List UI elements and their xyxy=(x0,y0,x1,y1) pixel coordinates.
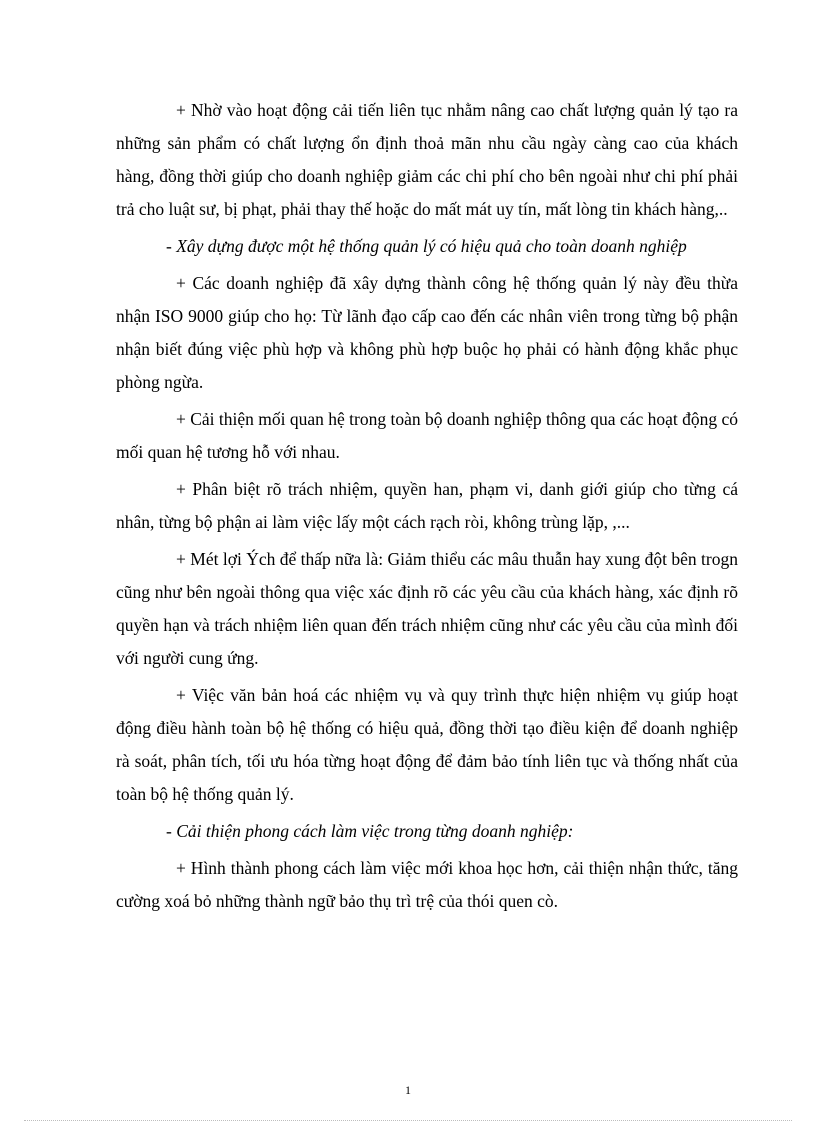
paragraph-reduce-conflicts: + Mét lợi Ých để thấp nữa là: Giảm thiểu các mâu thuẫn hay xung đột bên trogn cũng như bên ngoài thông qua việc xác định rõ các yêu cầu của khách hàng, xác định rõ quyền hạn và trách nhiệm liên quan đến trách nhiệm cũng như các yêu cầu của mình đối với người cung ứng. xyxy=(116,549,738,668)
heading-improve-work-style: - Cải thiện phong cách làm việc trong từng doanh nghiệp: xyxy=(166,821,574,841)
paragraph-continuous-improvement: + Nhờ vào hoạt động cải tiến liên tục nhằm nâng cao chất lượng quản lý tạo ra những sản phẩm có chất lượng ổn định thoả mãn nhu cầu ngày càng cao của khách hàng, đồng thời giúp cho doanh nghiệp giảm các chi phí cho bên ngoài như chi phí phải trả cho luật sư, bị phạt, phải thay thế hoặc do mất mát uy tín, mất lòng tin khách hàng,.. xyxy=(116,100,738,219)
page-number: 1 xyxy=(405,1083,411,1097)
paragraph-iso-9000-benefit: + Các doanh nghiệp đã xây dựng thành công hệ thống quản lý này đều thừa nhận ISO 9000 giúp cho họ: Từ lãnh đạo cấp cao đến các nhân viên trong từng bộ phận nhận biết đúng việc phù hợp và không phù hợp buộc họ phải có hành động khắc phục phòng ngừa. xyxy=(116,273,738,392)
paragraph-clear-responsibilities: + Phân biệt rõ trách nhiệm, quyền han, phạm vi, danh giới giúp cho từng cá nhân, từng bộ phận ai làm việc lấy một cách rạch ròi, không trùng lặp, ,... xyxy=(116,479,738,532)
document-body xyxy=(116,94,738,922)
page-bottom-divider xyxy=(24,1120,792,1121)
paragraph-new-work-style: + Hình thành phong cách làm việc mới khoa học hơn, cải thiện nhận thức, tăng cường xoá bỏ những thành ngữ bảo thụ trì trệ của thói quen cò. xyxy=(116,858,738,911)
heading-effective-management-system: - Xây dựng được một hệ thống quản lý có hiệu quả cho toàn doanh nghiệp xyxy=(166,236,687,256)
paragraph-improve-relationships: + Cải thiện mối quan hệ trong toàn bộ doanh nghiệp thông qua các hoạt động có mối quan hệ tương hỗ với nhau. xyxy=(116,409,738,462)
paragraph-documentation: + Việc văn bản hoá các nhiệm vụ và quy trình thực hiện nhiệm vụ giúp hoạt động điều hành toàn bộ hệ thống có hiệu quả, đồng thời tạo điều kiện để doanh nghiệp rà soát, phân tích, tối ưu hóa từng hoạt động để đảm bảo tính liên tục và thống nhất của toàn bộ hệ thống quản lý. xyxy=(116,685,738,804)
